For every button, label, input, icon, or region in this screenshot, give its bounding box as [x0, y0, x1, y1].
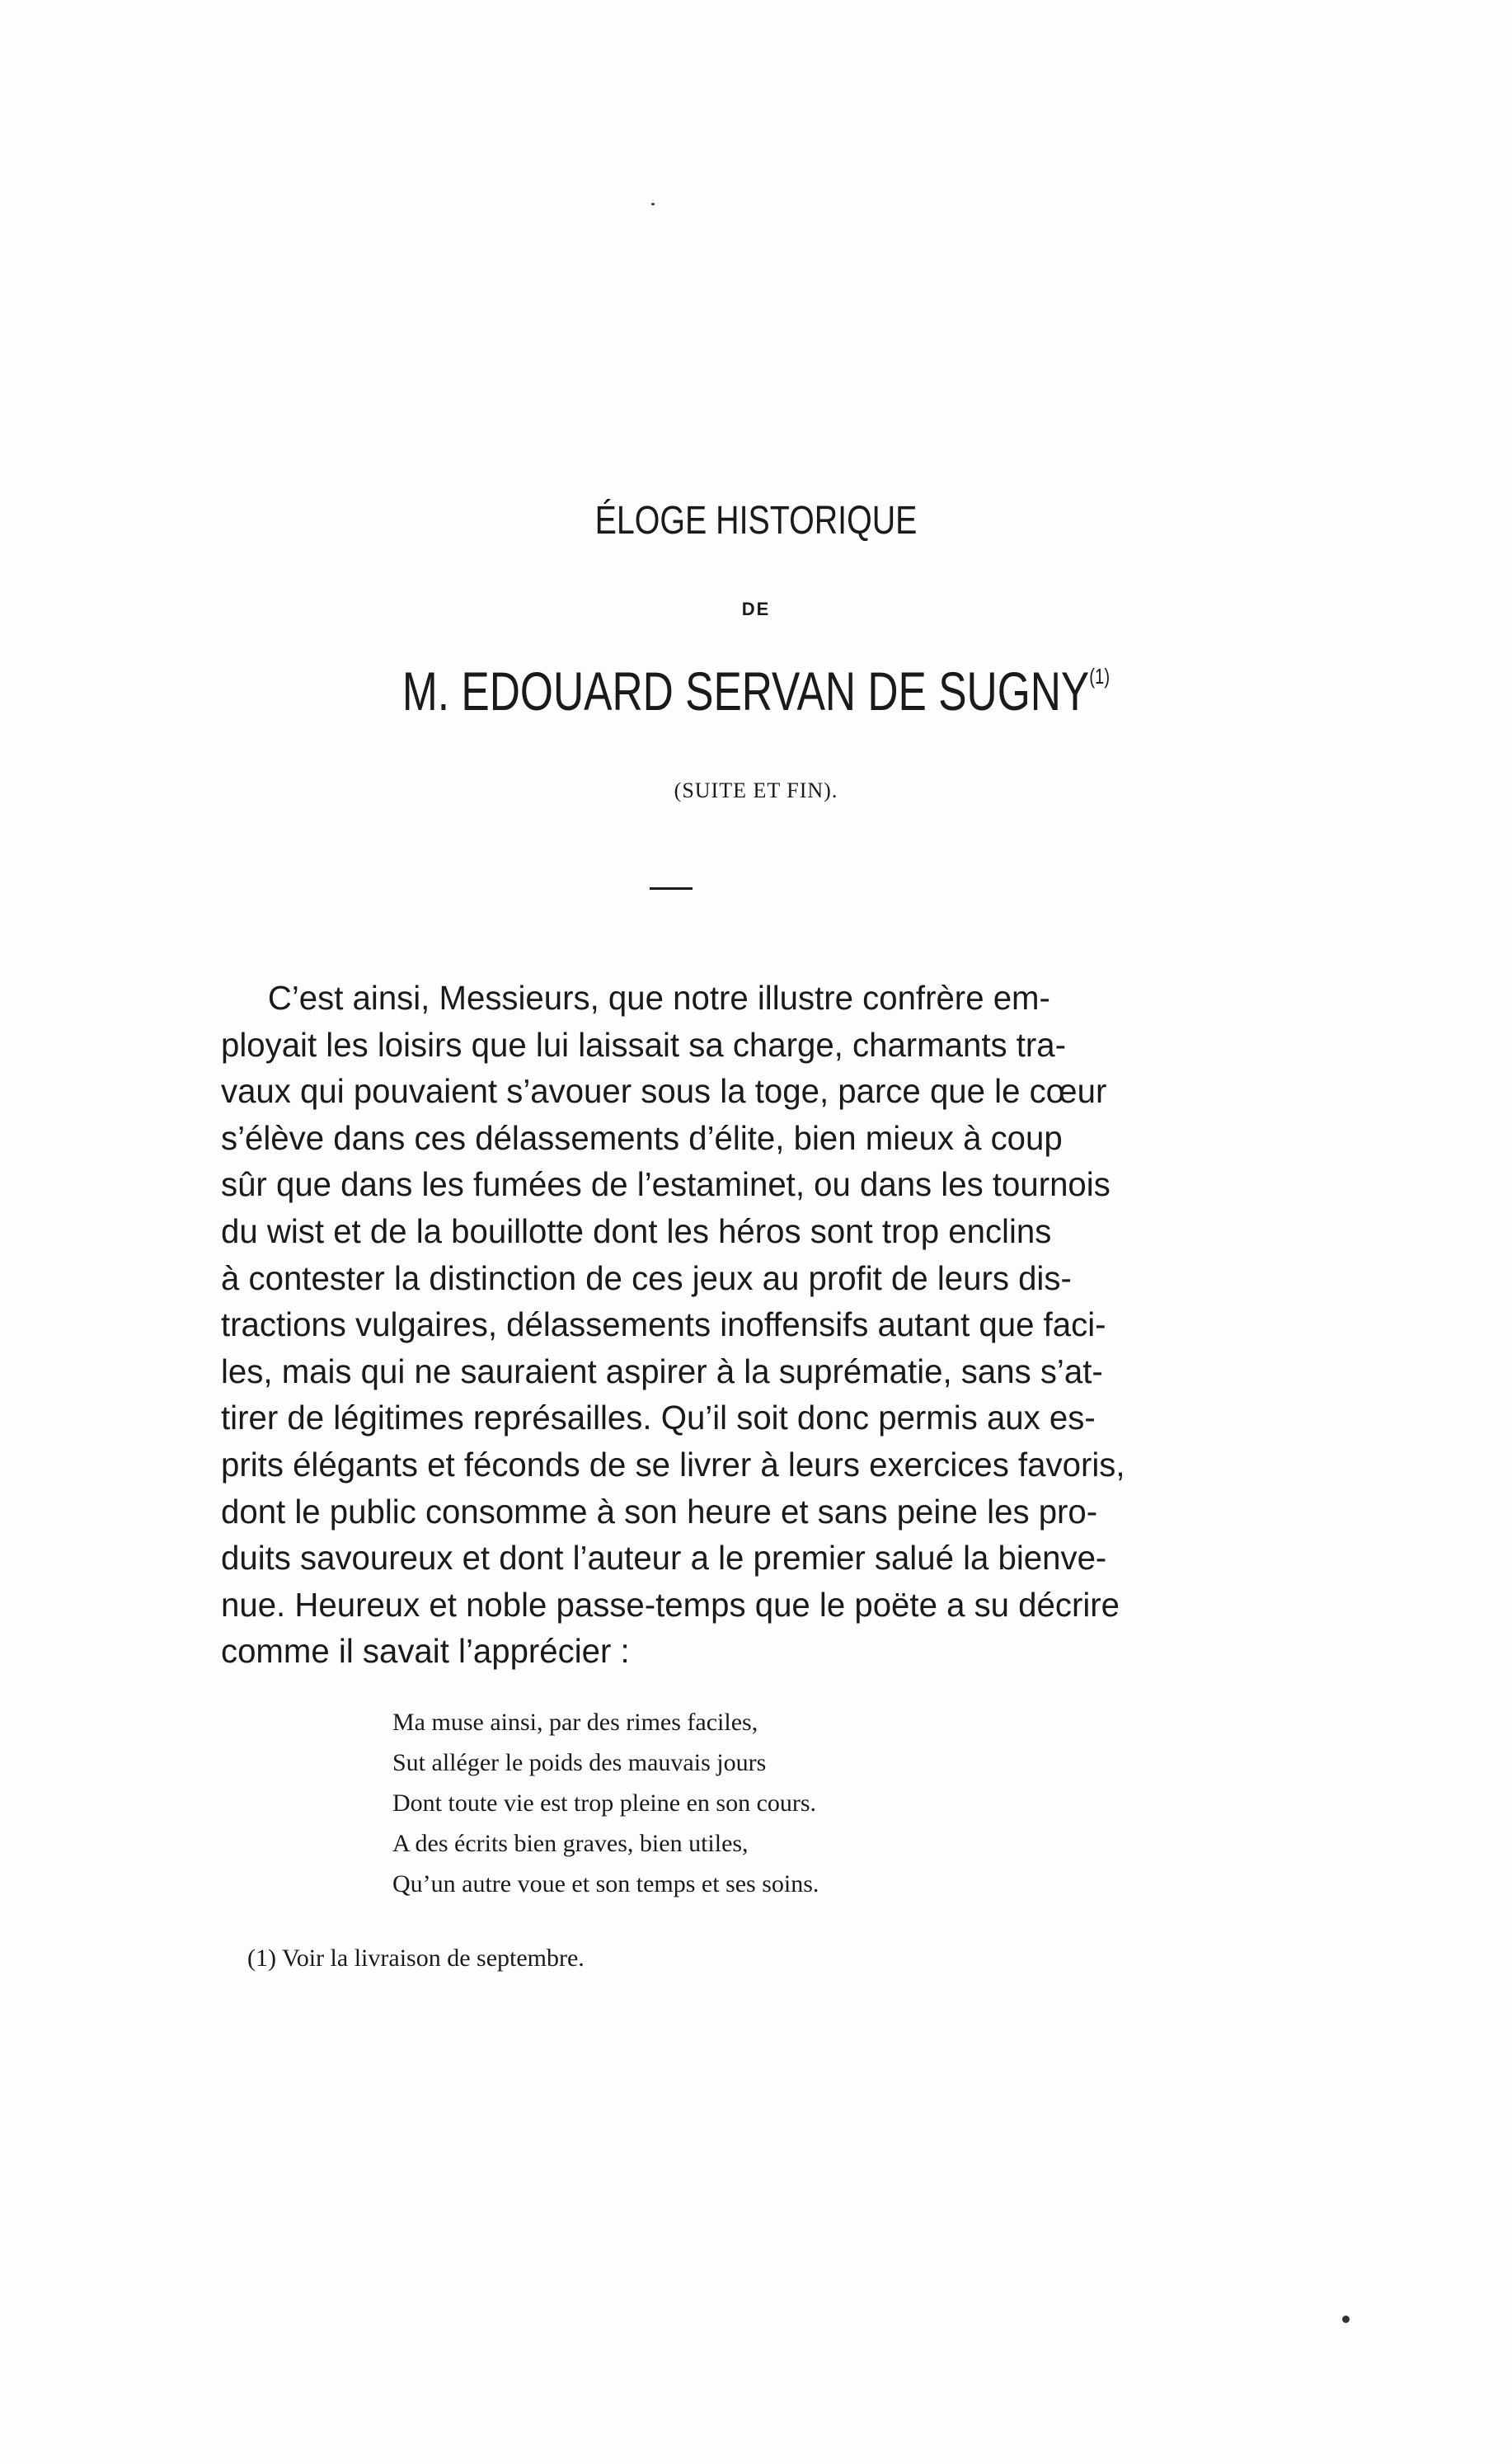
- footnote-reference: (1): [1089, 664, 1111, 689]
- body-paragraph: [221, 975, 1125, 1675]
- body-line: du wist et de la bouillotte dont les héros sont trop enclins: [221, 1211, 1052, 1250]
- ink-speck: [651, 203, 655, 205]
- body-line: tractions vulgaires, délassements inoffensifs autant que faci-: [221, 1305, 1106, 1344]
- verse-quotation: [392, 1702, 819, 1904]
- verse-line: Dont toute vie est trop pleine en son cours.: [392, 1789, 817, 1817]
- verse-line: Qu’un autre voue et son temps et ses soins.: [392, 1870, 819, 1897]
- subject-name: M. EDOUARD SERVAN DE SUGNY: [401, 661, 1090, 722]
- verse-line: Ma muse ainsi, par des rimes faciles,: [392, 1709, 758, 1736]
- document-subtitle: (SUITE ET FIN).: [674, 778, 838, 802]
- body-line: à contester la distinction de ces jeux au profit de leurs dis-: [221, 1258, 1072, 1297]
- body-line: tirer de légitimes représailles. Qu’il soit donc permis aux es-: [221, 1399, 1096, 1437]
- body-line: s’élève dans ces délassements d’élite, bien mieux à coup: [221, 1118, 1063, 1157]
- document-title: ÉLOGE HISTORIQUE: [594, 499, 918, 543]
- verse-line: A des écrits bien graves, bien utiles,: [392, 1830, 749, 1857]
- ink-speck: [1342, 2316, 1350, 2323]
- section-separator: [650, 887, 693, 890]
- body-line: prits élégants et féconds de se livrer à leurs exercices favoris,: [221, 1445, 1125, 1484]
- verse-line: Sut alléger le poids des mauvais jours: [392, 1749, 767, 1776]
- body-line: sûr que dans les fumées de l’estaminet, ou dans les tournois: [221, 1165, 1111, 1204]
- body-line: comme il savait l’apprécier :: [221, 1632, 630, 1671]
- body-line: vaux qui pouvaient s’avouer sous la toge, parce que le cœur: [221, 1072, 1107, 1111]
- subject-heading: [167, 660, 1346, 722]
- body-line: ployait les loisirs que lui laissait sa charge, charmants tra-: [221, 1025, 1067, 1064]
- title-preposition: DE: [741, 599, 771, 619]
- body-line: duits savoureux et dont l’auteur a le premier salué la bienve-: [221, 1539, 1107, 1578]
- body-line: les, mais qui ne sauraient aspirer à la suprématie, sans s’at-: [221, 1352, 1103, 1390]
- footnote: (1) Voir la livraison de septembre.: [247, 1944, 585, 1972]
- body-line: dont le public consomme à son heure et sans peine les pro-: [221, 1492, 1098, 1531]
- body-line: nue. Heureux et noble passe-temps que le poëte a su décrire: [221, 1585, 1120, 1624]
- body-line: C’est ainsi, Messieurs, que notre illustre confrère em-: [267, 979, 1050, 1017]
